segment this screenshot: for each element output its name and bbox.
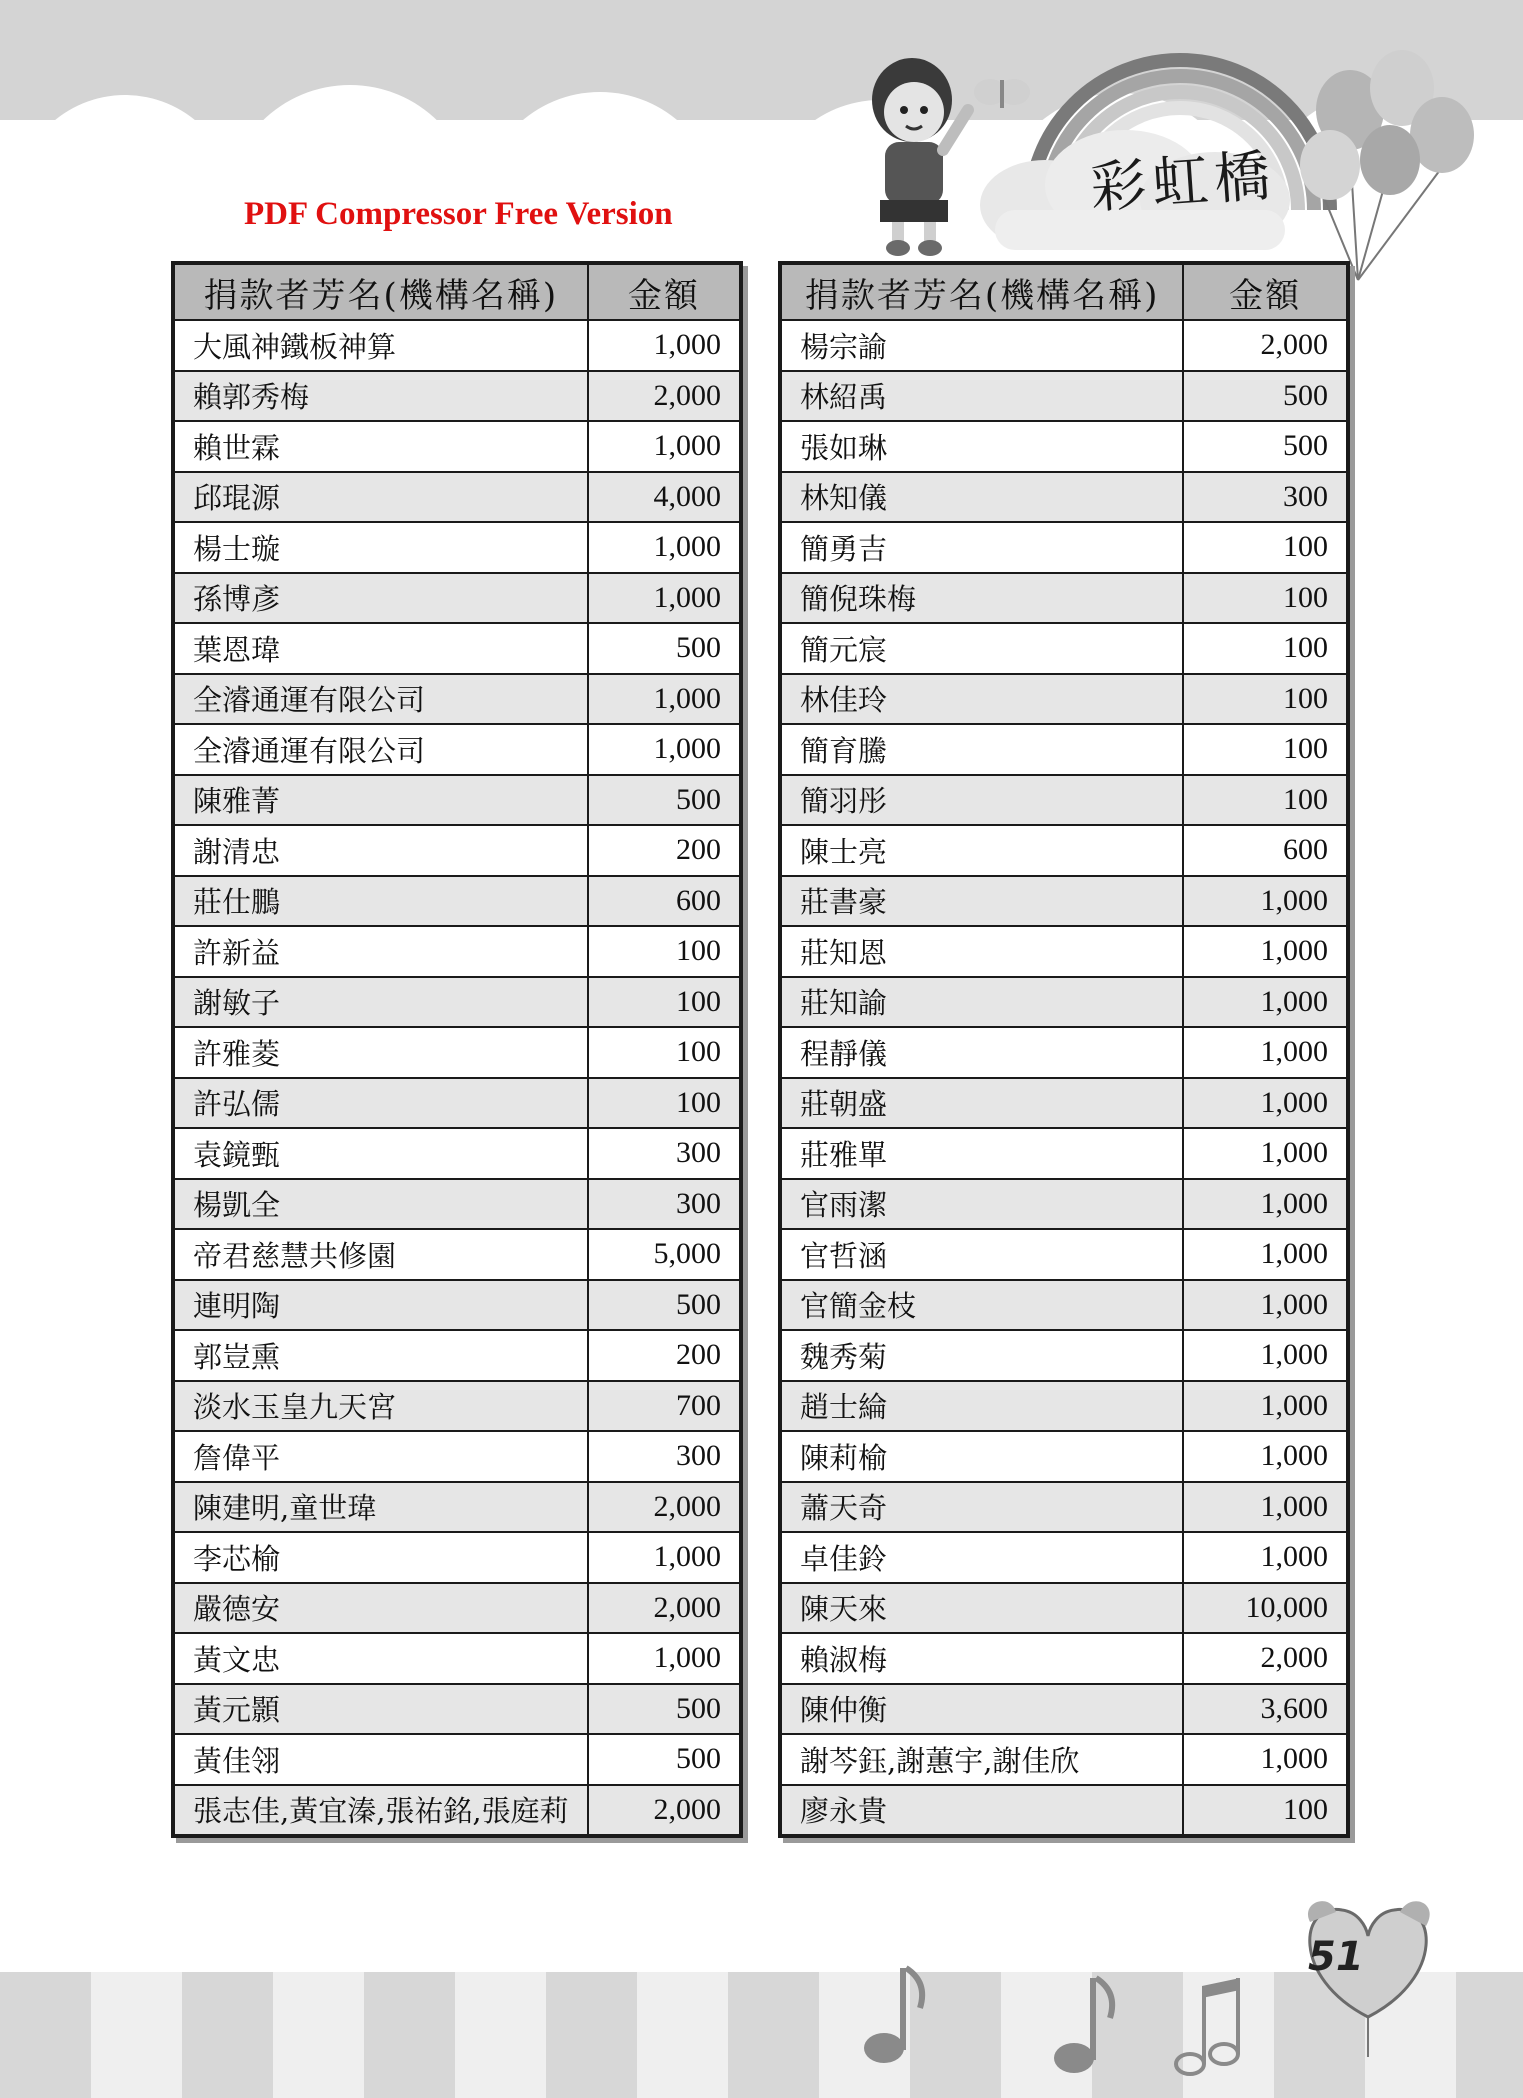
column-header-amount: 金額 (588, 263, 741, 320)
table-row (173, 522, 741, 573)
donation-amount: 1,000 (588, 573, 741, 624)
donor-name: 卓佳鈴 (780, 1532, 1183, 1583)
donor-name: 嚴德安 (173, 1583, 588, 1634)
donation-amount: 700 (588, 1381, 741, 1432)
donation-amount: 1,000 (588, 1633, 741, 1684)
donor-table-left (171, 261, 743, 1838)
donation-amount: 100 (588, 977, 741, 1028)
table-row (173, 1583, 741, 1634)
donation-amount: 2,000 (588, 371, 741, 422)
donor-name: 許新益 (173, 926, 588, 977)
table-row (173, 1482, 741, 1533)
donor-name: 全濬通運有限公司 (173, 674, 588, 725)
donation-amount: 1,000 (588, 1532, 741, 1583)
table-row (173, 825, 741, 876)
donation-amount: 2,000 (588, 1583, 741, 1634)
music-note-icon (862, 1958, 932, 2068)
table-row (173, 977, 741, 1028)
table-row (780, 926, 1348, 977)
table-row (173, 1532, 741, 1583)
donor-name: 官簡金枝 (780, 1280, 1183, 1331)
donation-amount: 1,000 (1183, 876, 1348, 927)
table-header-row (173, 263, 741, 320)
donor-name: 簡勇吉 (780, 522, 1183, 573)
column-header-name: 捐款者芳名(機構名稱) (780, 263, 1183, 320)
donation-amount: 1,000 (588, 320, 741, 371)
column-header-amount: 金額 (1183, 263, 1348, 320)
column-header-name: 捐款者芳名(機構名稱) (173, 263, 588, 320)
table-row (780, 1179, 1348, 1230)
donor-name: 賴淑梅 (780, 1633, 1183, 1684)
donor-name: 陳士亮 (780, 825, 1183, 876)
table-row (173, 1734, 741, 1785)
header-title: 彩虹橋 (1088, 143, 1279, 222)
table-row (780, 573, 1348, 624)
donation-amount: 2,000 (1183, 1633, 1348, 1684)
donation-amount: 500 (588, 1684, 741, 1735)
donor-name: 陳建明,童世瑋 (173, 1482, 588, 1533)
table-row (173, 371, 741, 422)
donation-amount: 300 (1183, 472, 1348, 523)
donor-name: 莊書豪 (780, 876, 1183, 927)
donation-amount: 500 (588, 775, 741, 826)
donor-name: 廖永貴 (780, 1785, 1183, 1837)
table-row (780, 522, 1348, 573)
donor-name: 楊凱全 (173, 1179, 588, 1230)
table-row (780, 421, 1348, 472)
table-row (173, 775, 741, 826)
table-row (173, 573, 741, 624)
donation-amount: 1,000 (1183, 1027, 1348, 1078)
donation-amount: 1,000 (1183, 1229, 1348, 1280)
table-row (780, 1381, 1348, 1432)
table-row (173, 1785, 741, 1837)
table-row (173, 1431, 741, 1482)
donation-amount: 2,000 (588, 1785, 741, 1837)
donor-name: 莊知諭 (780, 977, 1183, 1028)
donor-name: 陳天來 (780, 1583, 1183, 1634)
donor-name: 帝君慈慧共修園 (173, 1229, 588, 1280)
donation-amount: 500 (588, 623, 741, 674)
donor-name: 程靜儀 (780, 1027, 1183, 1078)
donor-name: 黃文忠 (173, 1633, 588, 1684)
donation-amount: 100 (1183, 1785, 1348, 1837)
donation-amount: 1,000 (588, 674, 741, 725)
donor-name: 謝芩鈺,謝蕙宇,謝佳欣 (780, 1734, 1183, 1785)
donation-amount: 100 (588, 926, 741, 977)
donation-amount: 1,000 (1183, 1330, 1348, 1381)
donation-amount: 1,000 (1183, 1179, 1348, 1230)
donation-amount: 100 (1183, 623, 1348, 674)
donation-amount: 200 (588, 1330, 741, 1381)
donation-amount: 5,000 (588, 1229, 741, 1280)
table-row (173, 472, 741, 523)
donor-name: 黃佳翎 (173, 1734, 588, 1785)
donor-name: 黃元顥 (173, 1684, 588, 1735)
donor-name: 許弘儒 (173, 1078, 588, 1129)
table-row (173, 1381, 741, 1432)
table-row (173, 1027, 741, 1078)
donor-name: 趙士綸 (780, 1381, 1183, 1432)
donation-amount: 100 (1183, 775, 1348, 826)
donor-name: 林知儀 (780, 472, 1183, 523)
table-row (173, 1078, 741, 1129)
donor-name: 淡水玉皇九天宮 (173, 1381, 588, 1432)
donor-rows-left (173, 320, 741, 1836)
donation-amount: 100 (1183, 573, 1348, 624)
table-row (780, 1280, 1348, 1331)
donor-name: 簡羽彤 (780, 775, 1183, 826)
donor-name: 葉恩瑋 (173, 623, 588, 674)
table-row (780, 876, 1348, 927)
donation-amount: 4,000 (588, 472, 741, 523)
donation-amount: 2,000 (1183, 320, 1348, 371)
donor-name: 袁鏡甄 (173, 1128, 588, 1179)
donation-amount: 100 (1183, 724, 1348, 775)
donation-amount: 300 (588, 1179, 741, 1230)
donation-amount: 1,000 (588, 522, 741, 573)
table-row (173, 876, 741, 927)
donation-amount: 500 (588, 1734, 741, 1785)
music-note-icon (1052, 1968, 1122, 2078)
donation-amount: 600 (1183, 825, 1348, 876)
donor-name: 連明陶 (173, 1280, 588, 1331)
donor-name: 林紹禹 (780, 371, 1183, 422)
donor-name: 莊朝盛 (780, 1078, 1183, 1129)
table-row (780, 1785, 1348, 1837)
donor-name: 簡倪珠梅 (780, 573, 1183, 624)
table-row (780, 977, 1348, 1028)
donor-name: 陳雅菁 (173, 775, 588, 826)
watermark-text: PDF Compressor Free Version (244, 196, 673, 232)
donor-name: 官雨潔 (780, 1179, 1183, 1230)
donor-name: 賴世霖 (173, 421, 588, 472)
donor-name: 詹偉平 (173, 1431, 588, 1482)
donor-name: 謝清忠 (173, 825, 588, 876)
donation-amount: 100 (1183, 522, 1348, 573)
donation-amount: 500 (588, 1280, 741, 1331)
girl-illustration (840, 50, 990, 260)
table-row (780, 1027, 1348, 1078)
table-row (780, 1734, 1348, 1785)
table-row (173, 421, 741, 472)
table-row (780, 1633, 1348, 1684)
donor-name: 大風神鐵板神算 (173, 320, 588, 371)
donation-amount: 100 (1183, 674, 1348, 725)
music-note-icon (1172, 1972, 1242, 2082)
table-row (780, 623, 1348, 674)
donor-name: 孫博彥 (173, 573, 588, 624)
donation-amount: 1,000 (1183, 1734, 1348, 1785)
donation-amount: 1,000 (588, 421, 741, 472)
donor-name: 楊宗諭 (780, 320, 1183, 371)
table-row (173, 1330, 741, 1381)
donor-name: 簡元宸 (780, 623, 1183, 674)
donation-amount: 1,000 (1183, 1280, 1348, 1331)
table-row (780, 775, 1348, 826)
donation-amount: 1,000 (1183, 1381, 1348, 1432)
butterfly-icon (972, 72, 1032, 117)
table-row (173, 1128, 741, 1179)
donation-amount: 1,000 (1183, 1482, 1348, 1533)
donation-amount: 200 (588, 825, 741, 876)
donation-amount: 300 (588, 1128, 741, 1179)
table-row (780, 472, 1348, 523)
table-row (780, 371, 1348, 422)
table-row (173, 724, 741, 775)
table-row (173, 926, 741, 977)
balloons-icon (1290, 40, 1480, 285)
donor-name: 謝敏子 (173, 977, 588, 1028)
table-row (780, 825, 1348, 876)
table-header-row (780, 263, 1348, 320)
donation-amount: 1,000 (1183, 977, 1348, 1028)
table-row (173, 1280, 741, 1331)
donor-name: 郭豈熏 (173, 1330, 588, 1381)
donor-name: 簡育騰 (780, 724, 1183, 775)
donor-name: 賴郭秀梅 (173, 371, 588, 422)
donor-name: 莊雅單 (780, 1128, 1183, 1179)
donation-amount: 500 (1183, 421, 1348, 472)
donor-name: 魏秀菊 (780, 1330, 1183, 1381)
table-row (173, 1229, 741, 1280)
table-row (780, 1128, 1348, 1179)
donor-rows-right (780, 320, 1348, 1836)
table-row (173, 320, 741, 371)
donation-amount: 10,000 (1183, 1583, 1348, 1634)
donation-amount: 500 (1183, 371, 1348, 422)
donor-name: 全濬通運有限公司 (173, 724, 588, 775)
table-row (780, 1229, 1348, 1280)
table-row (780, 1482, 1348, 1533)
donor-name: 張志佳,黃宜溱,張祐銘,張庭莉 (173, 1785, 588, 1837)
donation-amount: 1,000 (1183, 1431, 1348, 1482)
donor-name: 邱琨源 (173, 472, 588, 523)
table-row (780, 320, 1348, 371)
donor-name: 莊知恩 (780, 926, 1183, 977)
donation-amount: 1,000 (1183, 1128, 1348, 1179)
donor-name: 林佳玲 (780, 674, 1183, 725)
donation-amount: 2,000 (588, 1482, 741, 1533)
table-row (780, 724, 1348, 775)
donation-amount: 1,000 (1183, 926, 1348, 977)
donor-name: 許雅菱 (173, 1027, 588, 1078)
table-row (780, 674, 1348, 725)
donor-name: 陳莉榆 (780, 1431, 1183, 1482)
table-row (173, 1179, 741, 1230)
donor-name: 陳仲衡 (780, 1684, 1183, 1735)
donation-amount: 1,000 (1183, 1532, 1348, 1583)
table-row (173, 623, 741, 674)
donation-amount: 600 (588, 876, 741, 927)
donation-amount: 1,000 (1183, 1078, 1348, 1129)
table-row (173, 1633, 741, 1684)
table-row (173, 674, 741, 725)
table-row (780, 1532, 1348, 1583)
table-row (780, 1583, 1348, 1634)
page-number: 51 (1308, 1934, 1364, 1980)
donor-name: 莊仕鵬 (173, 876, 588, 927)
donor-name: 楊士璇 (173, 522, 588, 573)
heart-balloons-icon (1280, 1882, 1450, 2062)
table-row (173, 1684, 741, 1735)
table-row (780, 1078, 1348, 1129)
donor-name: 官哲涵 (780, 1229, 1183, 1280)
table-row (780, 1330, 1348, 1381)
donor-name: 張如琳 (780, 421, 1183, 472)
donor-name: 李芯榆 (173, 1532, 588, 1583)
donation-amount: 1,000 (588, 724, 741, 775)
donation-amount: 100 (588, 1027, 741, 1078)
donor-table-right (778, 261, 1350, 1838)
table-row (780, 1431, 1348, 1482)
table-row (780, 1684, 1348, 1735)
donation-amount: 100 (588, 1078, 741, 1129)
donation-amount: 3,600 (1183, 1684, 1348, 1735)
donor-name: 蕭天奇 (780, 1482, 1183, 1533)
donation-amount: 300 (588, 1431, 741, 1482)
